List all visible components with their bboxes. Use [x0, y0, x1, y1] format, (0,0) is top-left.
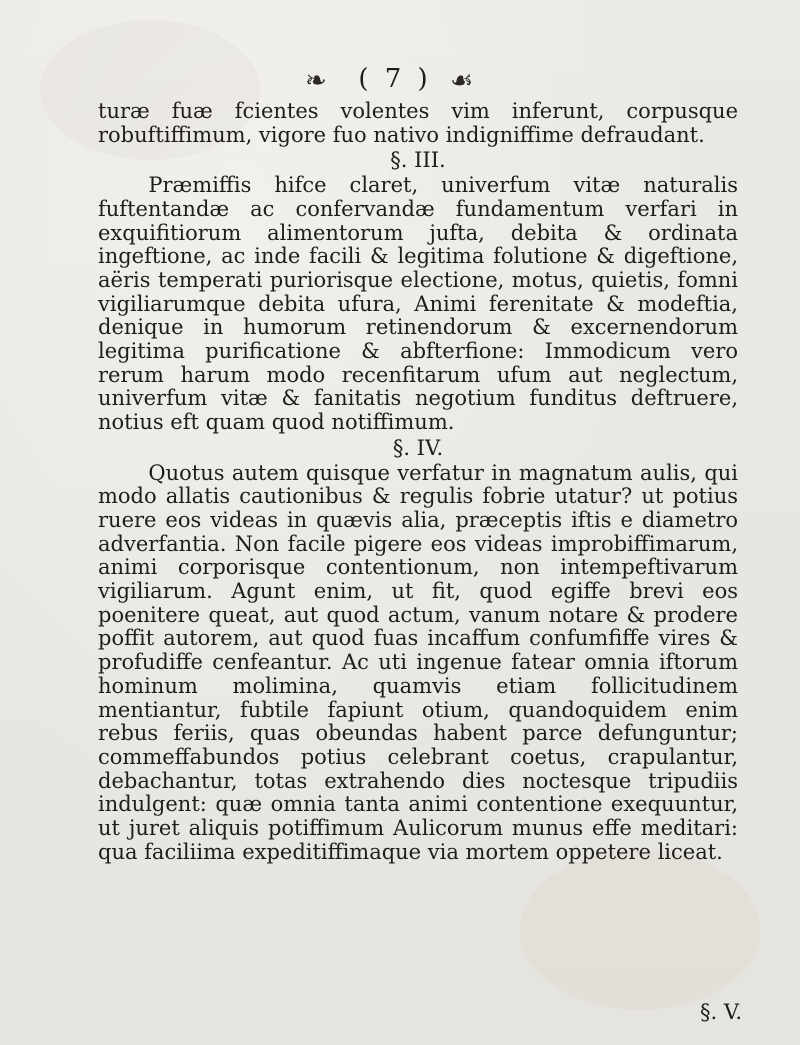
- paragraph-continuation: turæ fuæ fcientes volentes vim inferunt, corpusque robuftiffimum, vigore fuo nativo indigniffime defraudant.: [98, 99, 738, 147]
- paragraph-section-3: Præmiffis hifce claret, univerfum vitæ naturalis fuftentandæ ac confervandæ fundamentum verfari in exquifitiorum alimentorum jufta, debita & ordinata ingeftione, ac inde facili & legitima folutione & digeftione, aëris temperati puriorisque electione, motus, quietis, fomni vigiliarumque debita ufura, Animi ferenitate & modeftia, denique in humorum retinendorum & excernendorum legitima purificatione & abfterfione: Immodicum vero rerum harum modo recenfitarum ufum aut neglectum, univerfum vitæ & fanitatis negotium funditus deftruere, notius eft quam quod notiffimum.: [98, 173, 738, 435]
- catchword: §. V.: [699, 1000, 742, 1024]
- paper-stain: [520, 850, 760, 1010]
- paragraph-section-4: Quotus autem quisque verfatur in magnatum aulis, qui modo allatis cautionibus & regulis fobrie utatur? ut potius ruere eos videas in quævis alia, præceptis iftis e diametro adverfantia. Non facile pigere eos videas improbiffimarum, animi corporisque contentionum, non intempeftivarum vigiliarum. Agunt enim, ut fit, quod egiffe brevi eos poenitere queat, aut quod actum, vanum notare & prodere poffit autorem, aut quod fuas incaffum confumfiffe vires & profudiffe cenfeantur. Ac uti ingenue fatear omnia iftorum hominum molimina, quamvis etiam follicitudinem mentiantur, fubtile fapiunt otium, quandoquidem enim rebus feriis, quas obeundas habent parce defunguntur; commeffabundos potius celebrant coetus, crapulantur, debachantur, totas extrahendo dies noctesque tripudiis indulgent: quæ omnia tanta animi contentione exequuntur, ut juret aliquis potiffimum Aulicorum munus effe meditari: qua faciliima expeditiffimaque via mortem oppetere liceat.: [98, 460, 738, 864]
- main-text: [98, 100, 738, 865]
- page-header: [0, 60, 800, 100]
- section-heading-3: §. III.: [390, 148, 446, 173]
- page-number: ( 7 ): [358, 64, 432, 94]
- right-ornament-icon: ☙: [450, 66, 474, 96]
- left-ornament-icon: ❧: [305, 66, 327, 96]
- section-heading-4: §. IV.: [392, 435, 444, 460]
